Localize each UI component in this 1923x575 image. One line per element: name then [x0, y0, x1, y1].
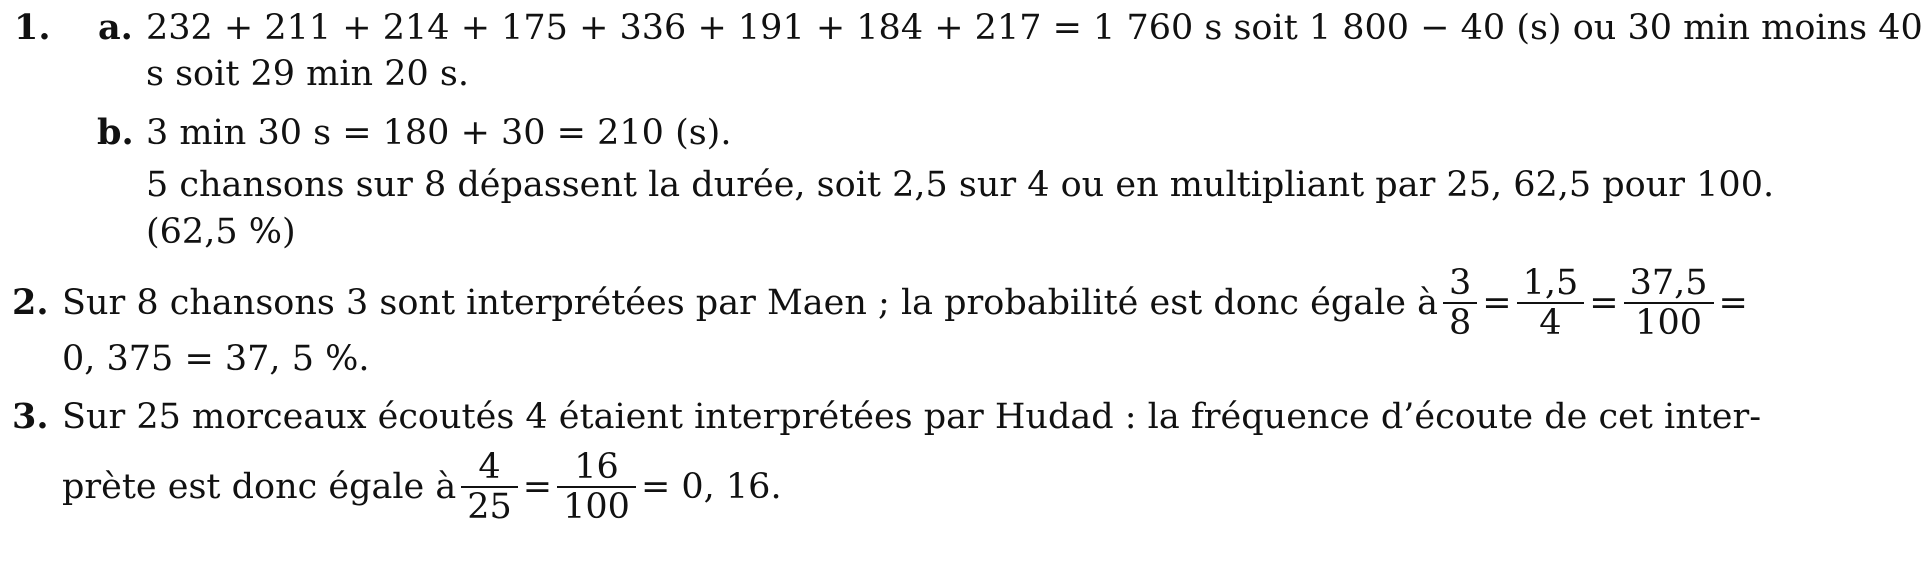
fraction-1-5-over-4 — [1517, 264, 1585, 342]
question-3-line-1: Sur 25 morceaux écoutés 4 étaient interprétées par Hudad : la fréquence d’écoute de cet inter- — [62, 397, 1762, 437]
fraction-numerator: 3 — [1449, 263, 1472, 303]
fraction-numerator: 1,5 — [1522, 263, 1579, 303]
fraction-denominator: 100 — [557, 486, 636, 526]
question-2-text: Sur 8 chansons 3 sont interprétées par Maen ; la probabilité est donc égale à — [62, 283, 1438, 323]
equals-sign: = — [1718, 283, 1748, 323]
equals-sign: = — [522, 467, 553, 507]
question-1-number: 1. — [14, 7, 51, 48]
question-1b-line-2: 5 chansons sur 8 dépassent la durée, soit 2,5 sur 4 ou en multipliant par 25, 62,5 pour 100. — [146, 165, 1775, 205]
fraction-numerator: 4 — [478, 447, 501, 487]
question-1a-line-2: s soit 29 min 20 s. — [146, 54, 469, 94]
fraction-37-5-over-100 — [1624, 264, 1714, 342]
equals-sign: = — [1482, 283, 1512, 323]
question-1a-label: a. — [98, 7, 133, 48]
question-1a-line-1: 232 + 211 + 214 + 175 + 336 + 191 + 184 + 217 = 1 760 s soit 1 800 − 40 (s) ou 30 min moins 40 — [146, 8, 1923, 48]
question-1b-line-1: 3 min 30 s = 180 + 30 = 210 (s). — [146, 113, 732, 153]
question-1b-label: b. — [97, 112, 134, 153]
question-3-number: 3. — [12, 396, 49, 437]
fraction-denominator: 8 — [1443, 302, 1477, 342]
question-3-result: = 0, 16. — [640, 467, 782, 507]
question-3-line-2 — [62, 437, 782, 537]
question-1b-line-3: (62,5 %) — [146, 212, 296, 252]
question-3-text: prète est donc égale à — [62, 467, 457, 507]
fraction-3-over-8 — [1443, 264, 1477, 342]
fraction-4-over-25 — [461, 448, 518, 526]
question-2-number: 2. — [12, 282, 49, 323]
question-2-line-2: 0, 375 = 37, 5 %. — [62, 339, 370, 379]
fraction-denominator: 100 — [1624, 302, 1714, 342]
fraction-numerator: 37,5 — [1629, 263, 1708, 303]
fraction-denominator: 4 — [1517, 302, 1585, 342]
fraction-16-over-100 — [557, 448, 636, 526]
fraction-denominator: 25 — [461, 486, 518, 526]
equals-sign: = — [1589, 283, 1619, 323]
fraction-numerator: 16 — [574, 447, 619, 487]
